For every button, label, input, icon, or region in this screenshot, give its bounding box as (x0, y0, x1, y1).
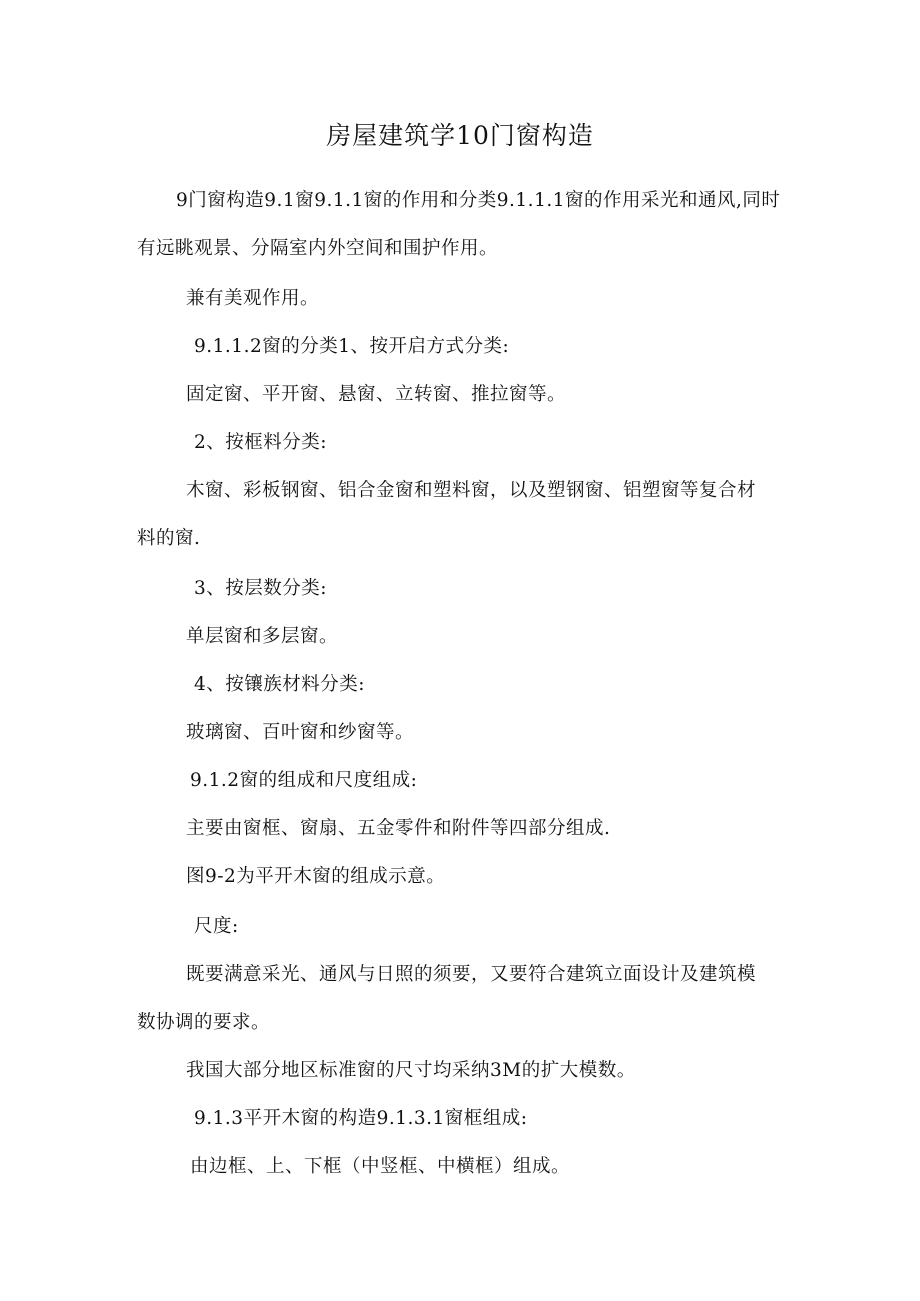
paragraph-line: 料的窗. (137, 528, 201, 549)
paragraph-line: 尺度: (194, 916, 239, 937)
page-title: 房屋建筑学10门窗构造 (326, 121, 594, 150)
paragraph-line: 有远眺观景、分隔室内外空间和围护作用。 (137, 238, 499, 259)
paragraph-line: 4、按镶族材料分类: (194, 674, 366, 695)
paragraph-line: 单层窗和多层窗。 (186, 626, 339, 647)
paragraph-line: 2、按框料分类: (194, 432, 328, 453)
paragraph-line: 数协调的要求。 (137, 1012, 271, 1033)
paragraph-line: 9.1.3平开木窗的构造9.1.3.1窗框组成: (194, 1108, 528, 1129)
paragraph-line: 3、按层数分类: (194, 578, 328, 599)
paragraph-line: 固定窗、平开窗、悬窗、立转窗、推拉窗等。 (186, 384, 567, 405)
paragraph-line: 主要由窗框、窗扇、五金零件和附件等四部分组成. (186, 818, 611, 839)
paragraph-line: 9.1.1.2窗的分类1、按开启方式分类: (194, 336, 510, 357)
paragraph-line: 既要满意采光、通风与日照的须要，又要符合建筑立面设计及建筑模 (186, 964, 757, 985)
paragraph-line: 图9-2为平开木窗的组成示意。 (186, 866, 446, 887)
paragraph-line: 玻璃窗、百叶窗和纱窗等。 (186, 722, 415, 743)
paragraph-line: 木窗、彩板钢窗、铝合金窗和塑料窗，以及塑钢窗、铝塑窗等复合材 (186, 480, 757, 501)
paragraph-line: 兼有美观作用。 (186, 288, 320, 309)
paragraph-line: 我国大部分地区标准窗的尺寸均采纳3M的扩大模数。 (186, 1060, 636, 1081)
paragraph-line: 由边框、上、下框（中竖框、中横框）组成。 (190, 1156, 571, 1177)
paragraph-line: 9.1.2窗的组成和尺度组成: (190, 770, 418, 791)
paragraph-line: 9门窗构造9.1窗9.1.1窗的作用和分类9.1.1.1窗的作用采光和通风,同时 (176, 190, 781, 211)
